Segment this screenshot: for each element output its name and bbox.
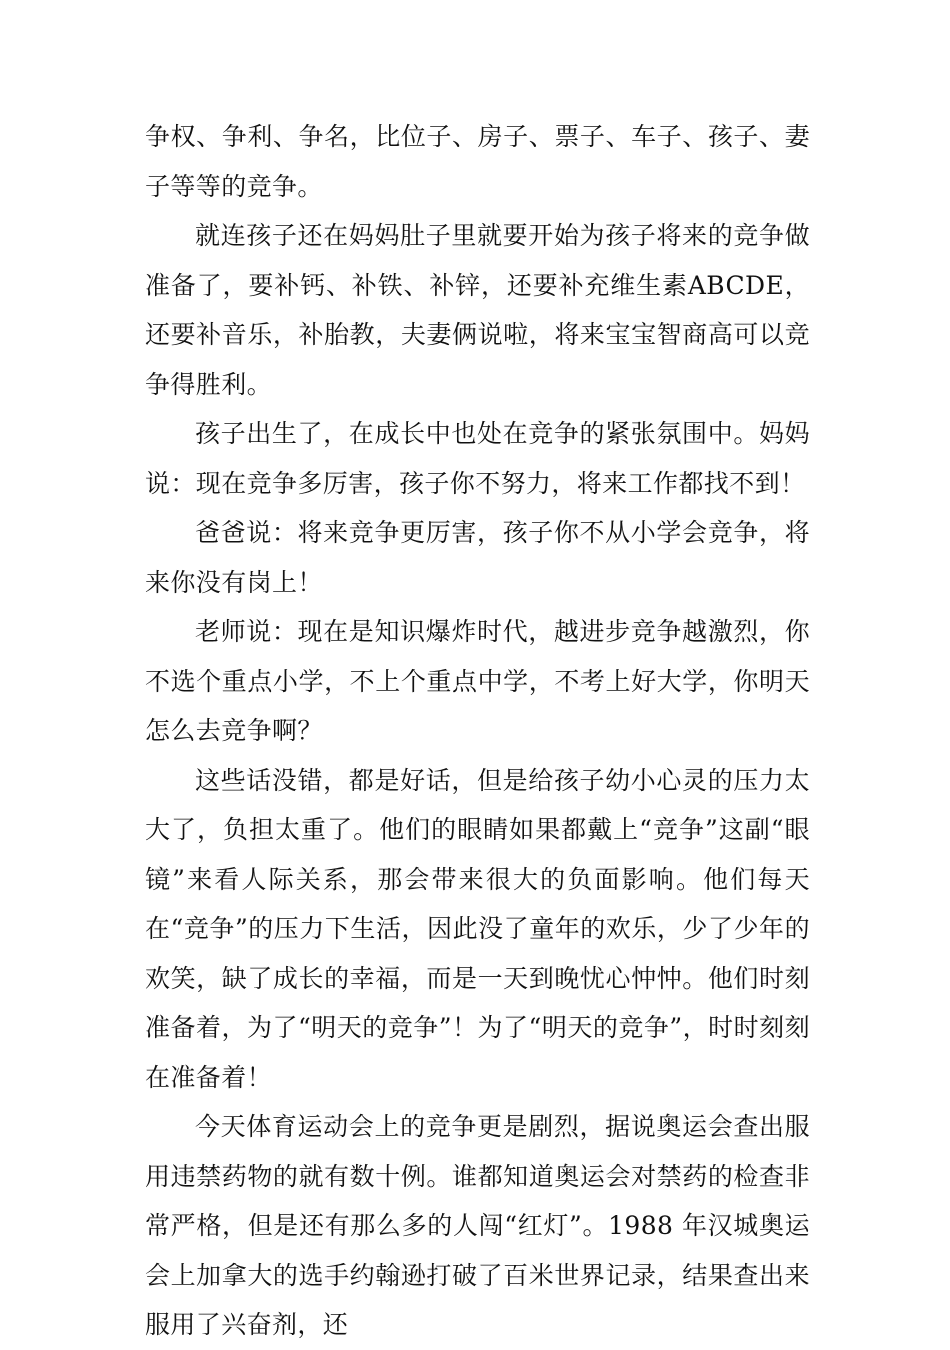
paragraph-1: 争权、争利、争名，比位子、房子、票子、车子、孩子、妻子等等的竞争。 [145,122,810,201]
body-text [145,112,810,1350]
paragraph-5: 老师说：现在是知识爆炸时代，越进步竞争越激烈，你不选个重点小学，不上个重点中学，不考上好大学，你明天怎么去竞争啊？ [145,617,810,745]
paragraph-3: 孩子出生了，在成长中也处在竞争的紧张氛围中。妈妈说：现在竞争多厉害，孩子你不努力，将来工作都找不到！ [145,419,810,498]
paragraph-6: 这些话没错，都是好话，但是给孩子幼小心灵的压力太大了，负担太重了。他们的眼睛如果都戴上“竞争”这副“眼镜”来看人际关系，那会带来很大的负面影响。他们每天在“竞争”的压力下生活，因此没了童年的欢乐，少了少年的欢笑，缺了成长的幸福，而是一天到晚忧心忡忡。他们时刻准备着，为了“明天的竞争”！为了“明天的竞争”，时时刻刻在准备着！ [145,765,810,1092]
paragraph-7: 今天体育运动会上的竞争更是剧烈，据说奥运会查出服用违禁药物的就有数十例。谁都知道奥运会对禁药的检查非常严格，但是还有那么多的人闯“红灯”。1988 年汉城奥运会上加拿大的选手约翰逊打破了百米世界记录，结果查出来服用了兴奋剂，还 [145,1112,810,1339]
paragraph-2: 就连孩子还在妈妈肚子里就要开始为孩子将来的竞争做准备了，要补钙、补铁、补锌，还要补充维生素ABCDE，还要补音乐，补胎教，夫妻俩说啦，将来宝宝智商高可以竞争得胜利。 [145,221,810,399]
paragraph-4: 爸爸说：将来竞争更厉害，孩子你不从小学会竞争，将来你没有岗上！ [145,518,810,597]
